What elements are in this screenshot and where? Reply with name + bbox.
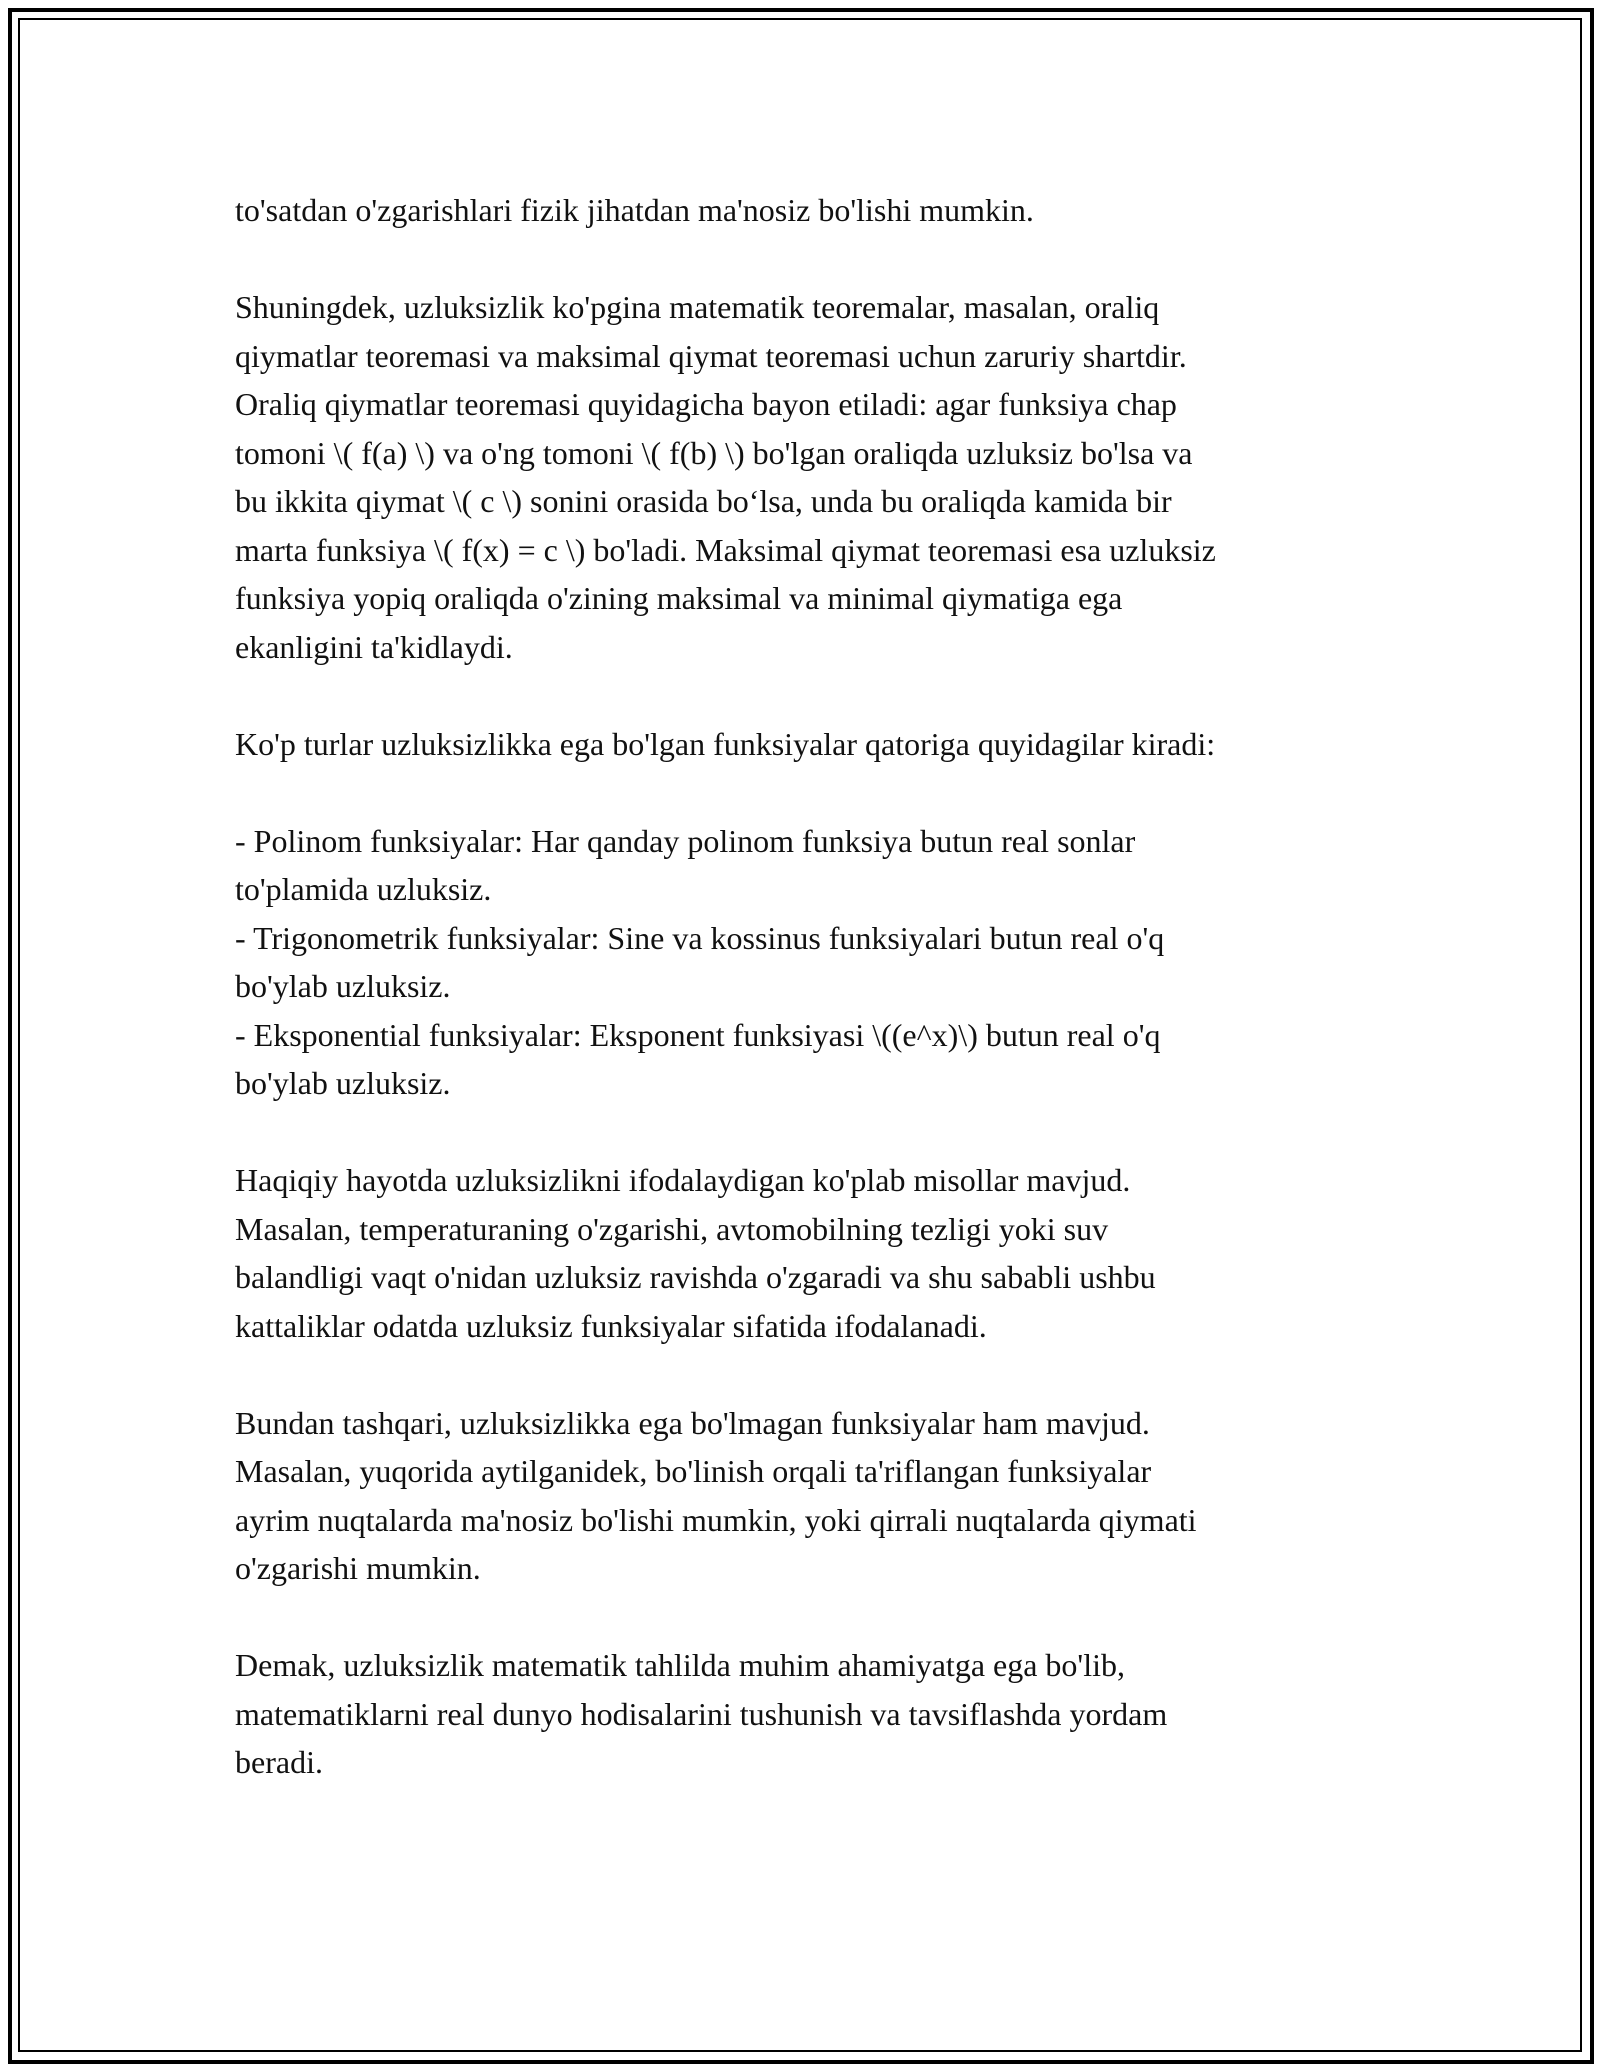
paragraph-conclusion: Demak, uzluksizlik matematik tahlilda muhim ahamiyatga ega bo'lib, matematiklarni real dunyo hodisalarini tushunish va tavsiflashda yordam beradi. [235,1647,1168,1780]
paragraph-real-life-examples: Haqiqiy hayotda uzluksizlikni ifodalaydigan ko'plab misollar mavjud. Masalan, temperaturaning o'zgarishi, avtomobilning tezligi yoki suv balandligi vaqt o'nidan uzluksiz ravishda o'zgaradi va shu sababli ushbu kattaliklar odatda uzluksiz funksiyalar sifatida ifodalanadi. [235,1162,1156,1344]
paragraph-continuation: to'satdan o'zgarishlari fizik jihatdan ma'nosiz bo'lishi mumkin. [235,192,1034,228]
paragraph-discontinuous: Bundan tashqari, uzluksizlikka ega bo'lmagan funksiyalar ham mavjud. Masalan, yuqorida aytilganidek, bo'linish orqali ta'riflangan funksiyalar ayrim nuqtalarda ma'nosiz bo'lishi mumkin, yoki qirrali nuqtalarda qiymati o'zgarishi mumkin. [235,1404,1197,1586]
paragraph-list-intro: Ko'p turlar uzluksizlikka ega bo'lgan funksiyalar qatoriga quyidagilar kiradi: [235,725,1216,762]
document-body [235,186,1375,1787]
paragraph-function-list: - Polinom funksiyalar: Har qanday polinom funksiya butun real sonlar to'plamida uzluksiz. - Trigonometrik funksiyalar: Sine va kossinus funksiyalari butun real o'q bo'ylab uzluksiz. - Eksponential funksiyalar: Eksponent funksiyasi \((e^x)\) butun real o'q bo'ylab uzluksiz. [235,822,1165,1101]
paragraph-theorems: Shuningdek, uzluksizlik ko'pgina matematik teoremalar, masalan, oraliq qiymatlar teoremasi va maksimal qiymat teoremasi uchun zaruriy shartdir. Oraliq qiymatlar teoremasi quyidagicha bayon etiladi: agar funksiya chap tomoni \( f(a) \) va o'ng tomoni \( f(b) \) bo'lgan oraliqda uzluksiz bo'lsa va bu ikkita qiymat \( c \) sonini orasida bo‘lsa, unda bu oraliqda kamida bir marta funksiya \( f(x) = c \) bo'ladi. Maksimal qiymat teoremasi esa uzluksiz funksiya yopiq oraliqda o'zining maksimal va minimal qiymatiga ega ekanligini ta'kidlaydi. [235,289,1216,665]
